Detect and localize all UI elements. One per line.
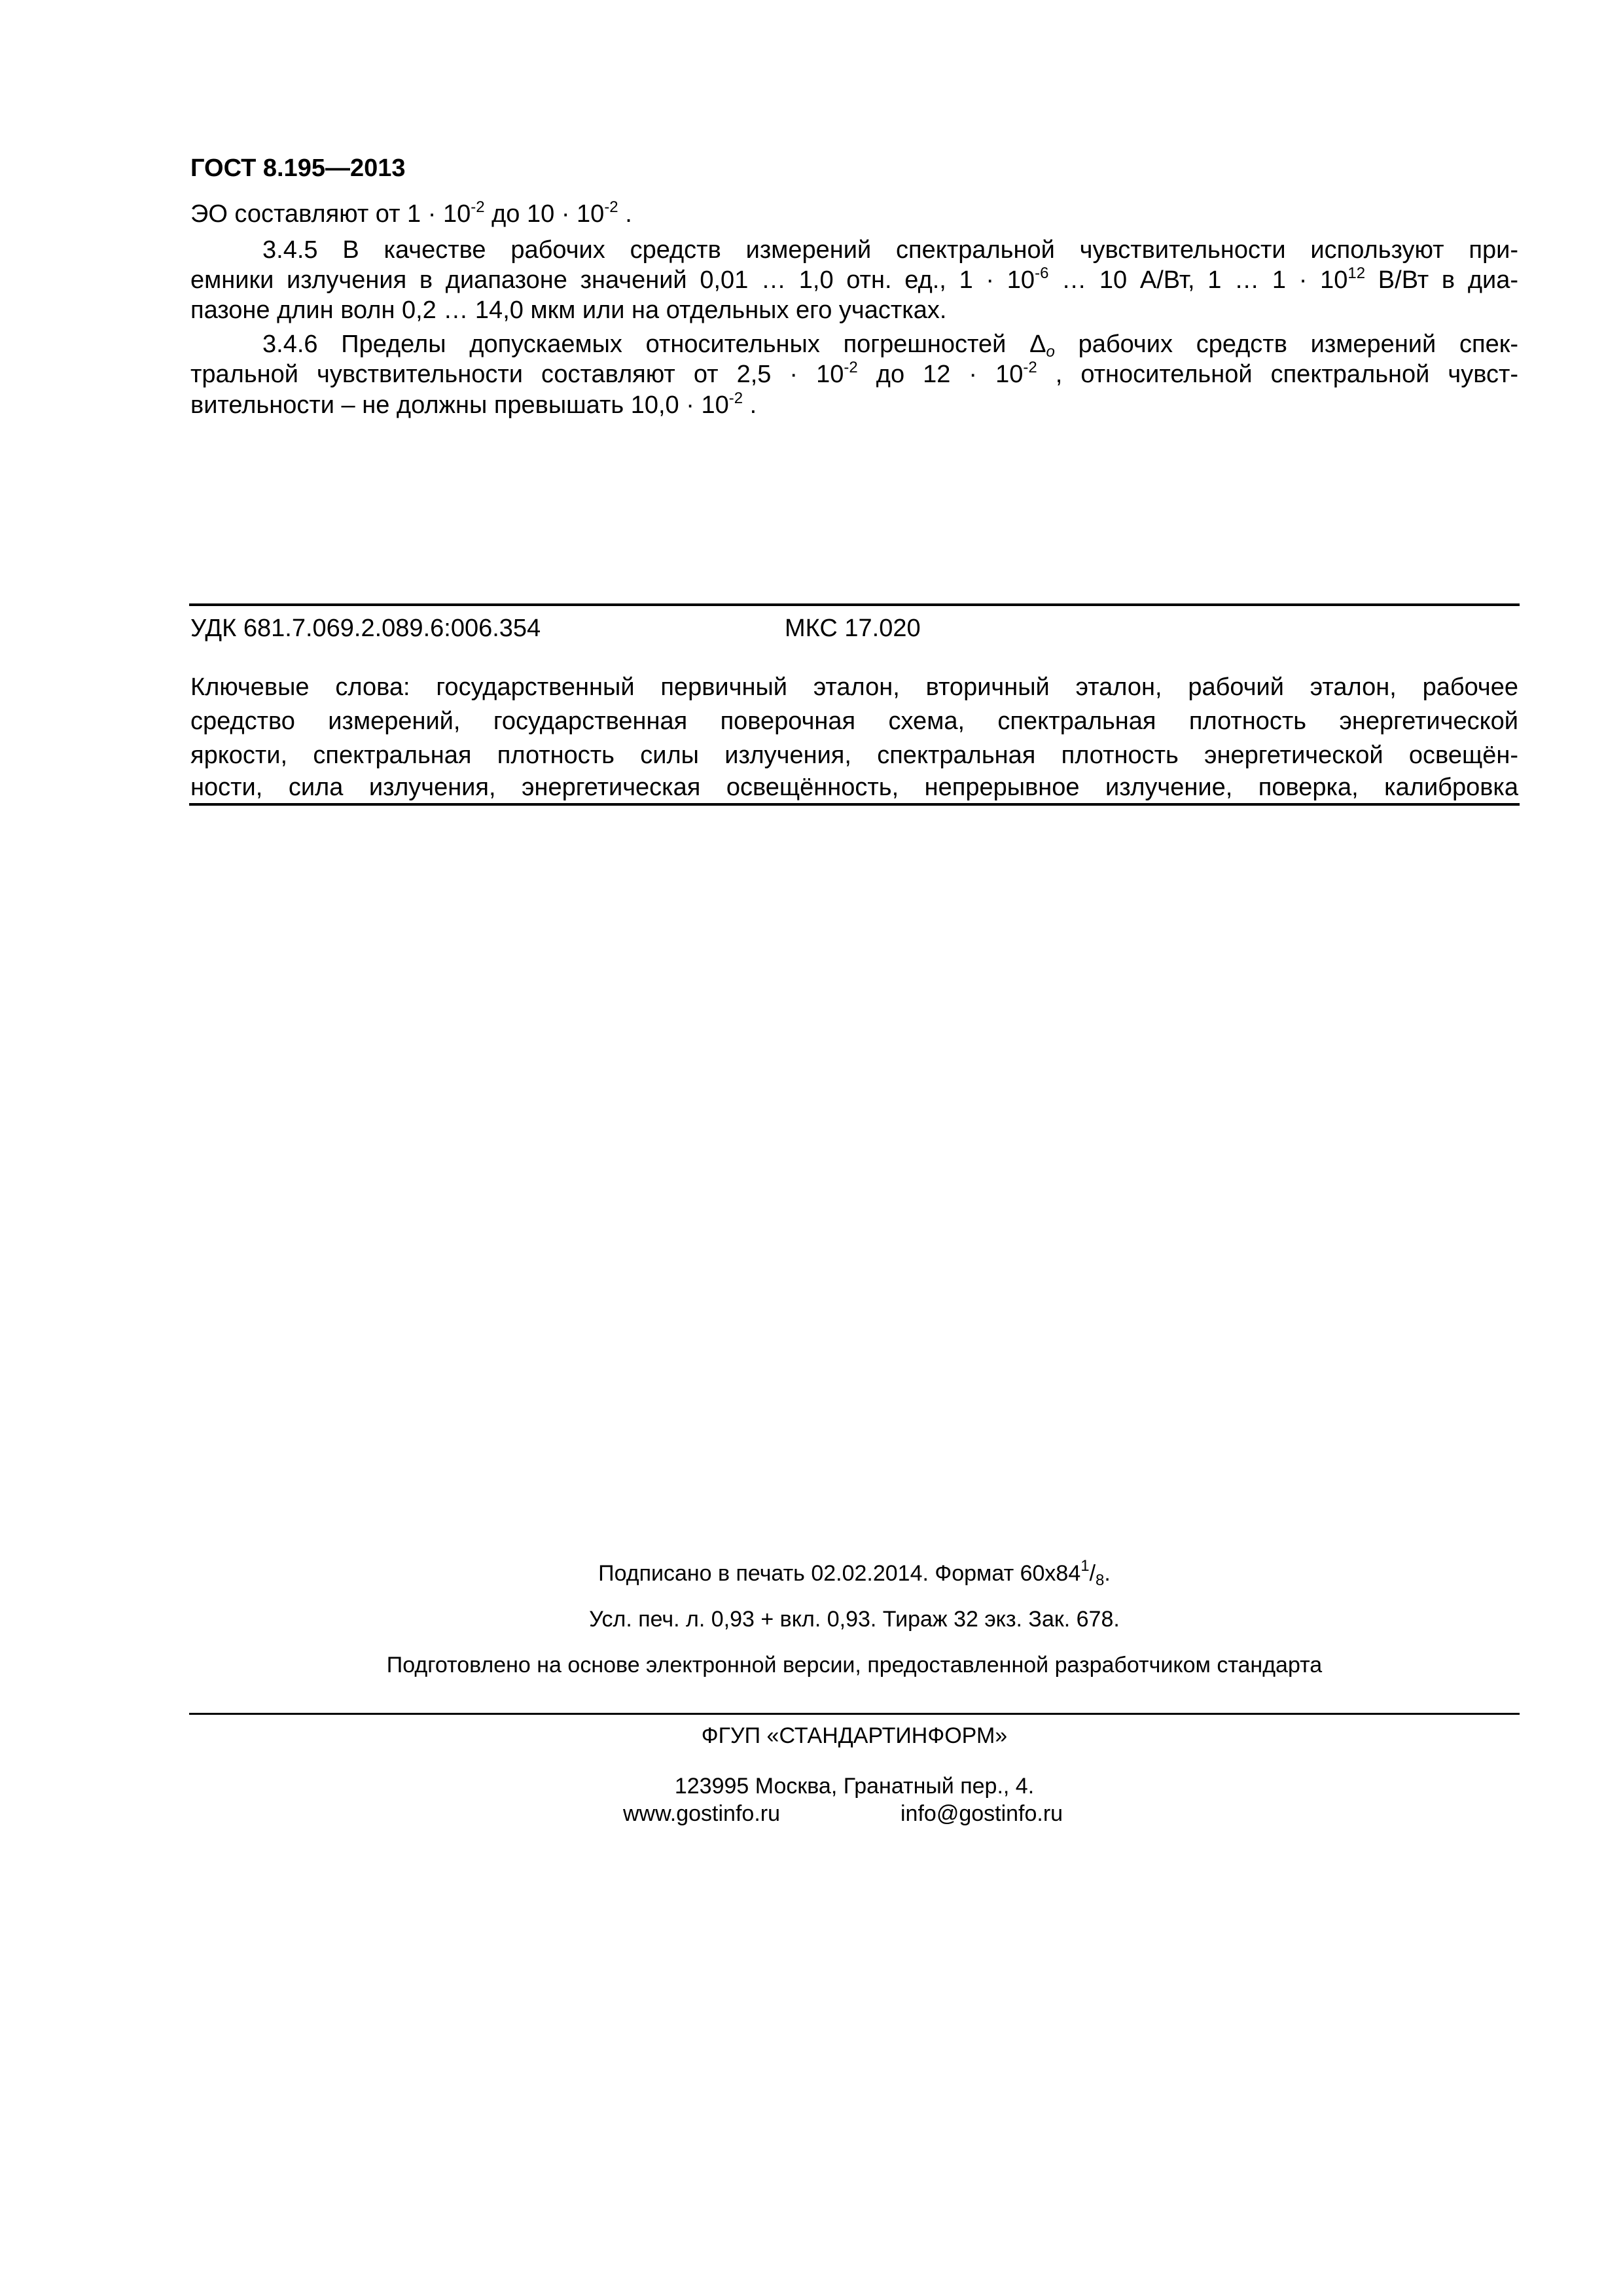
paragraph-3-4-5-line-2: емники излучения в диапазоне значений 0,01 … 1,0 отн. ед., $1 \cdot 10^{-6}$ … 10 А/Вт, 1 … $1 \cdot 10^{12}$ В/Вт в диа- [190, 264, 1519, 294]
keywords-line-4: ности, сила излучения, энергетическая освещённость, непрерывное излучение, поверка, калибровка [190, 774, 1518, 801]
publisher-website: www.gostinfo.ru [623, 1801, 780, 1826]
document-code: ГОСТ 8.195—2013 [190, 154, 406, 182]
keywords-line-3: яркости, спектральная плотность силы излучения, спектральная плотность энергетической освещён- [190, 742, 1518, 769]
publisher-name: ФГУП «СТАНДАРТИНФОРМ» [701, 1723, 1008, 1748]
imprint-rule [189, 1713, 1520, 1715]
publisher-address: 123995 Москва, Гранатный пер., 4. [674, 1774, 1035, 1799]
text-line-so-range: ЭО составляют от $1 \cdot 10^{-2}$ до $10 \cdot 10^{-2}$ . [190, 198, 632, 228]
paragraph-3-4-5-line-3: пазоне длин волн 0,2 … 14,0 мкм или на отдельных его участках. [190, 296, 947, 324]
keywords-line-1: Ключевые слова: государственный первичный эталон, вторичный эталон, рабочий эталон, рабочее [190, 673, 1518, 701]
paragraph-3-4-6-line-3: вительности – не должны превышать $10,0 \cdot 10^{-2}$ . [190, 389, 757, 419]
imprint-signed: Подписано в печать 02.02.2014. Формат $60x84^1/_8$. [598, 1557, 1111, 1589]
keywords-bottom-rule [189, 803, 1520, 806]
paragraph-3-4-6-line-1: 3.4.6 Пределы допускаемых относительных погрешностей $\Delta_o$ рабочих средств измерений спек- [262, 331, 1518, 361]
paragraph-3-4-5-line-1: 3.4.5 В качестве рабочих средств измерений спектральной чувствительности используют при- [262, 236, 1518, 264]
imprint-volume: Усл. печ. л. 0,93 + вкл. 0,93. Тираж 32 экз. Зак. 678. [589, 1607, 1120, 1632]
publisher-email: info@gostinfo.ru [901, 1801, 1063, 1826]
imprint-prepared: Подготовлено на основе электронной версии, предоставленной разработчиком стандарта [386, 1653, 1323, 1677]
paragraph-3-4-6-line-2: тральной чувствительности составляют от $2,5 \cdot 10^{-2}$ до $12 \cdot 10^{-2}$ , относительной спектральной чувст- [190, 359, 1519, 388]
mks-code: МКС 17.020 [785, 615, 921, 642]
keywords-line-2: средство измерений, государственная поверочная схема, спектральная плотность энергетической [190, 708, 1518, 735]
udk-code: УДК 681.7.069.2.089.6:006.354 [190, 615, 541, 642]
classification-top-rule [189, 603, 1520, 606]
